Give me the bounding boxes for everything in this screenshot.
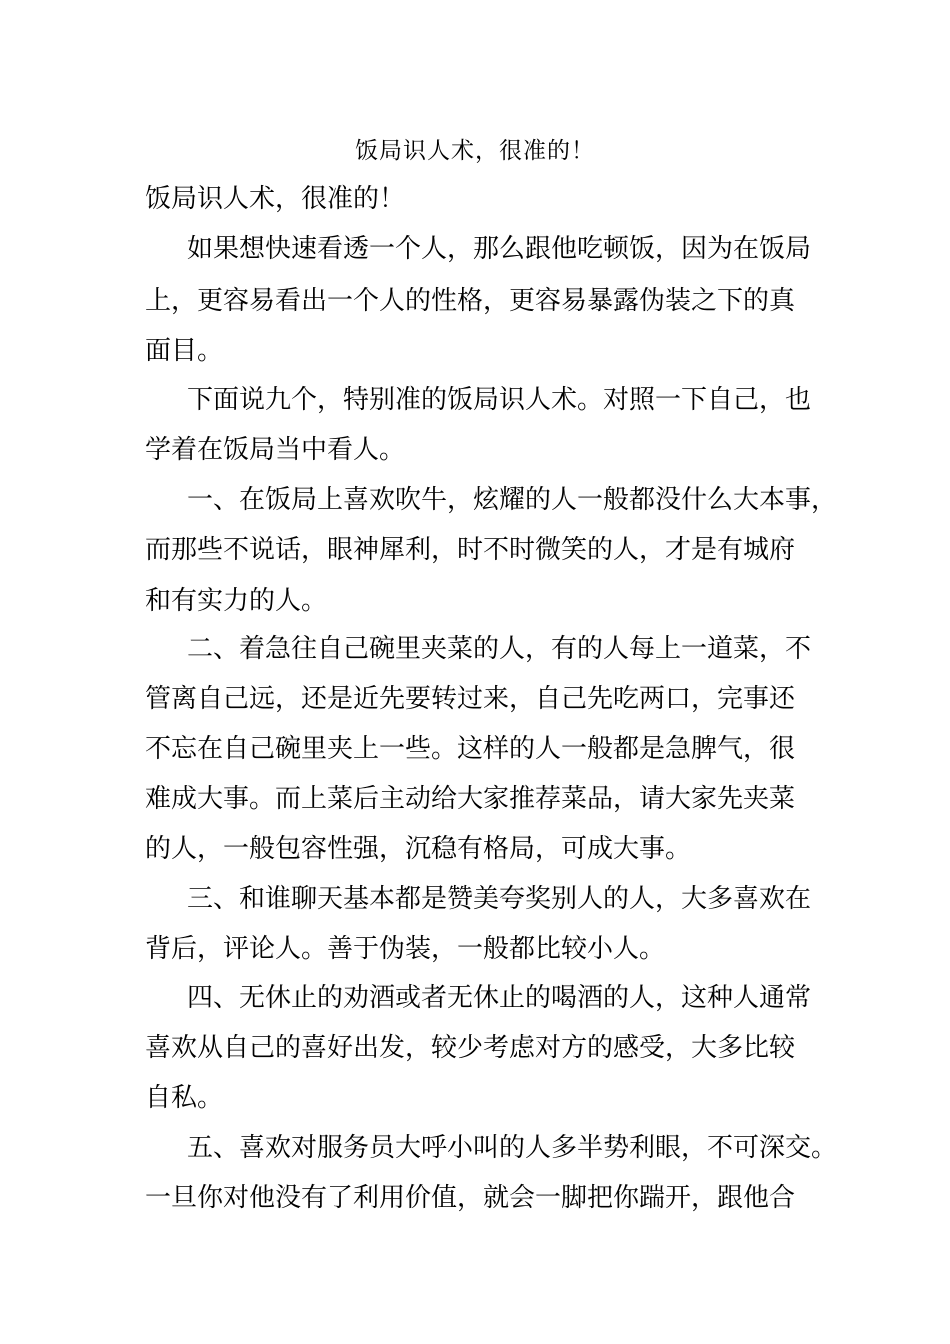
paragraph-line: 和有实力的人。 [145,586,328,616]
paragraph-line: 如果想快速看透一个人，那么跟他吃顿饭，因为在饭局 [187,234,812,264]
paragraph-line: 上，更容易看出一个人的性格，更容易暴露伪装之下的真 [145,286,796,316]
paragraph-line: 五、喜欢对服务员大呼小叫的人多半势利眼，不可深交。 [187,1133,838,1163]
paragraph-line: 一、在饭局上喜欢吹牛，炫耀的人一般都没什么大本事， [187,485,838,515]
paragraph-line: 二、着急往自己碗里夹菜的人，有的人每上一道菜，不 [187,634,812,664]
paragraph-line: 学着在饭局当中看人。 [145,435,406,465]
paragraph-line: 喜欢从自己的喜好出发，较少考虑对方的感受，大多比较 [145,1033,796,1063]
paragraph-line: 背后，评论人。善于伪装，一般都比较小人。 [145,934,666,964]
document-heading: 饭局识人术，很准的！ [145,184,406,214]
paragraph-line: 难成大事。而上菜后主动给大家推荐菜品，请大家先夹菜 [145,784,796,814]
paragraph-line: 的人，一般包容性强，沉稳有格局，可成大事。 [145,834,692,864]
document-title: 饭局识人术，很准的！ [355,138,595,164]
paragraph-line: 自私。 [145,1083,224,1113]
paragraph-line: 一旦你对他没有了利用价值，就会一脚把你踹开，跟他合 [145,1183,796,1213]
paragraph-line: 下面说九个，特别准的饭局识人术。对照一下自己，也 [187,385,812,415]
paragraph-line: 面目。 [145,336,224,366]
paragraph-line: 四、无休止的劝酒或者无休止的喝酒的人，这种人通常 [187,983,812,1013]
paragraph-line: 管离自己远，还是近先要转过来，自己先吃两口，完事还 [145,684,796,714]
paragraph-line: 不忘在自己碗里夹上一些。这样的人一般都是急脾气，很 [145,734,796,764]
paragraph-line: 而那些不说话，眼神犀利，时不时微笑的人，才是有城府 [145,535,796,565]
paragraph-line: 三、和谁聊天基本都是赞美夸奖别人的人，大多喜欢在 [187,884,812,914]
